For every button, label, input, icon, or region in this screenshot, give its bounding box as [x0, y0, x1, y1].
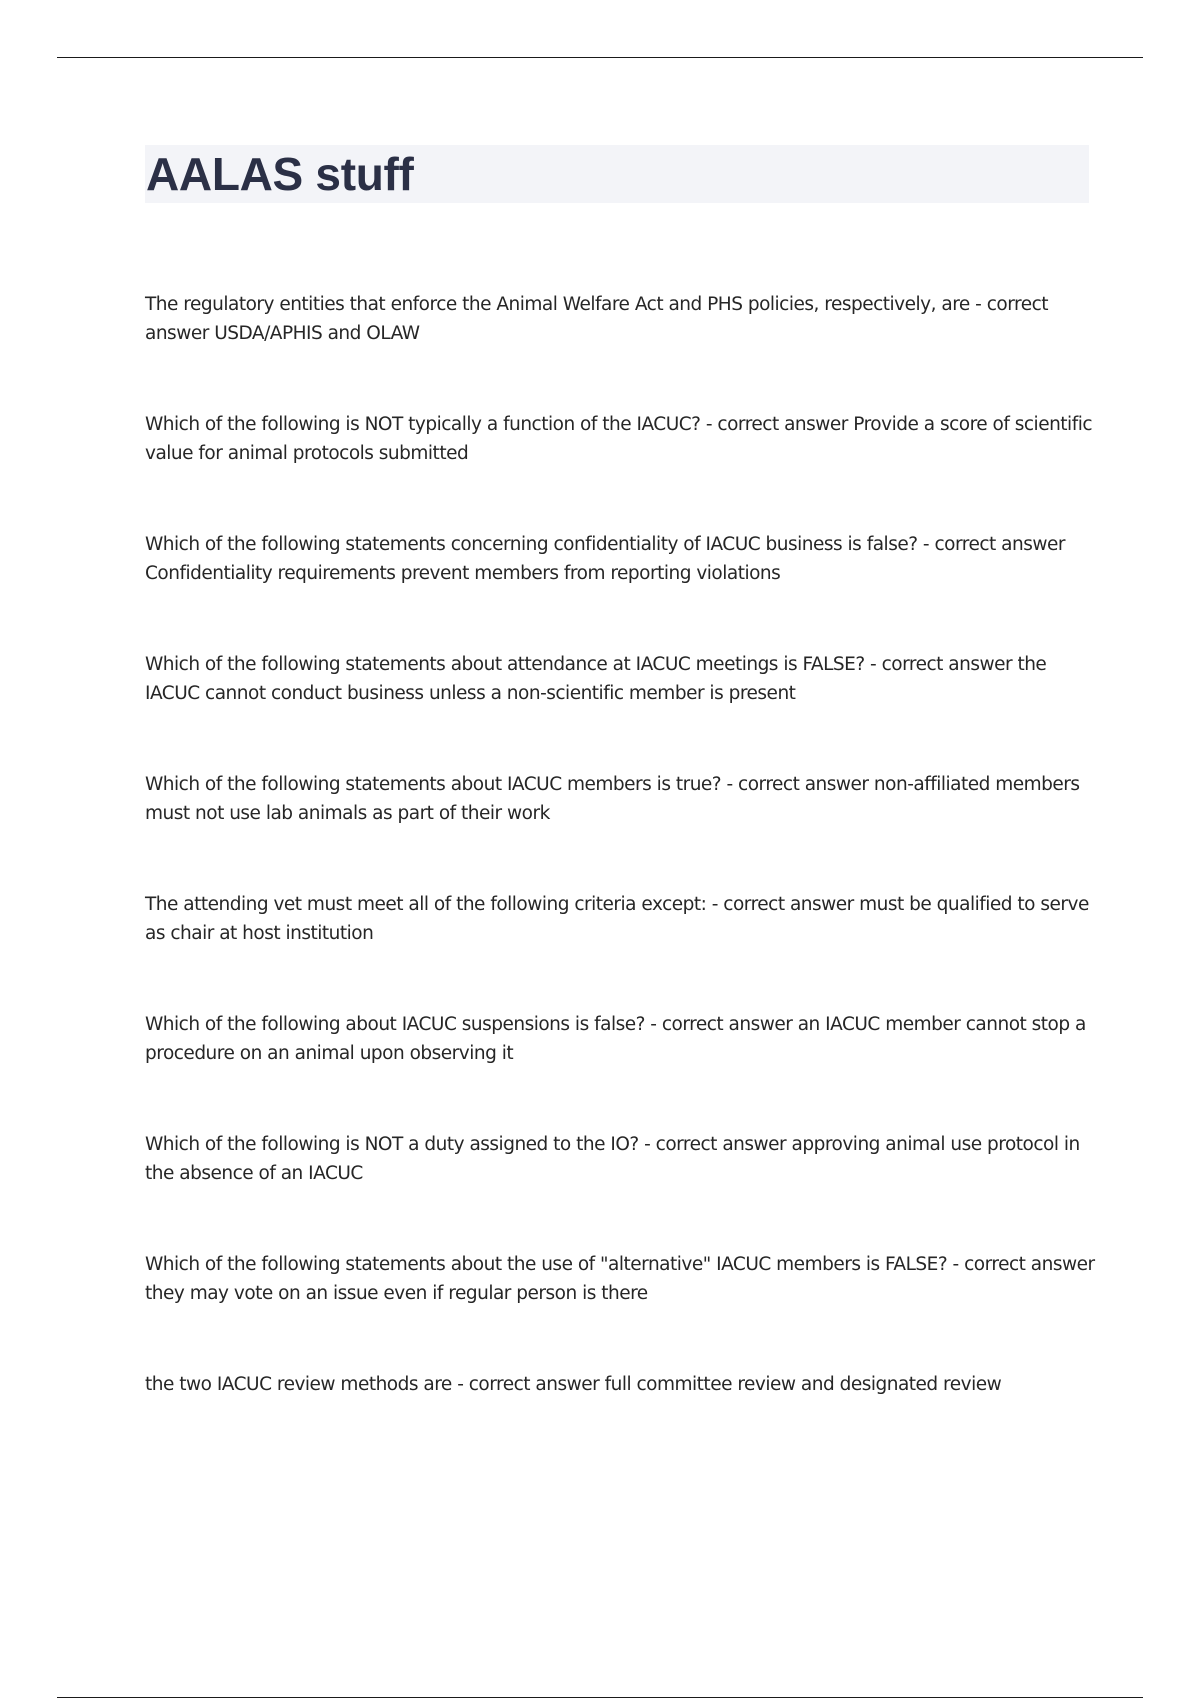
question-text: Which of the following statements about attendance at IACUC meetings is FALSE? [145, 654, 865, 675]
answer-text: USDA/APHIS and OLAW [214, 323, 420, 344]
answer-separator: - correct answer [947, 1254, 1095, 1275]
qa-list [145, 290, 1095, 1490]
qa-item [145, 290, 1095, 410]
qa-item [145, 890, 1095, 1010]
question-text: Which of the following statements about IACUC members is true? [145, 774, 722, 795]
top-divider [57, 57, 1143, 58]
answer-separator: - correct answer [700, 414, 854, 435]
answer-separator: - correct answer [644, 1014, 798, 1035]
qa-item [145, 410, 1095, 530]
answer-text: the IACUC cannot conduct business unless a non-scientific member is present [145, 654, 1047, 704]
qa-item [145, 1010, 1095, 1130]
qa-item [145, 770, 1095, 890]
question-text: Which of the following about IACUC suspensions is false? [145, 1014, 645, 1035]
answer-separator: - correct answer [706, 894, 860, 915]
question-text: The attending vet must meet all of the following criteria except: [145, 894, 707, 915]
bottom-divider [57, 1697, 1143, 1698]
qa-item [145, 1250, 1095, 1370]
answer-separator: - correct answer [145, 294, 1048, 344]
question-text: Which of the following is NOT a duty assigned to the IO? [145, 1134, 639, 1155]
question-text: Which of the following statements about the use of "alternative" IACUC members is FALSE? [145, 1254, 948, 1275]
answer-text: full committee review and designated review [604, 1374, 1002, 1395]
qa-item [145, 1370, 1095, 1490]
answer-separator: - correct answer [917, 534, 1065, 555]
qa-item [145, 530, 1095, 650]
answer-text: they may vote on an issue even if regular person is there [145, 1283, 648, 1304]
answer-separator: - correct answer [451, 1374, 605, 1395]
answer-text: must be qualified to serve as chair at host institution [145, 894, 1089, 944]
qa-item [145, 1130, 1095, 1250]
question-text: the two IACUC review methods are [145, 1374, 452, 1395]
answer-text: non-affiliated members must not use lab animals as part of their work [145, 774, 1080, 824]
question-text: Which of the following statements concerning confidentiality of IACUC business is false? [145, 534, 918, 555]
answer-separator: - correct answer [721, 774, 874, 795]
page-title: AALAS stuff [146, 148, 414, 200]
answer-text: Provide a score of scientific value for animal protocols submitted [145, 414, 1093, 464]
answer-text: approving animal use protocol in the absence of an IACUC [145, 1134, 1080, 1184]
answer-separator: - correct answer [638, 1134, 792, 1155]
answer-separator: - correct answer [864, 654, 1018, 675]
answer-text: Confidentiality requirements prevent members from reporting violations [145, 563, 781, 584]
question-text: The regulatory entities that enforce the Animal Welfare Act and PHS policies, respectively, are [145, 294, 970, 315]
answer-text: an IACUC member cannot stop a procedure on an animal upon observing it [145, 1014, 1086, 1064]
qa-item [145, 650, 1095, 770]
question-text: Which of the following is NOT typically a function of the IACUC? [145, 414, 701, 435]
